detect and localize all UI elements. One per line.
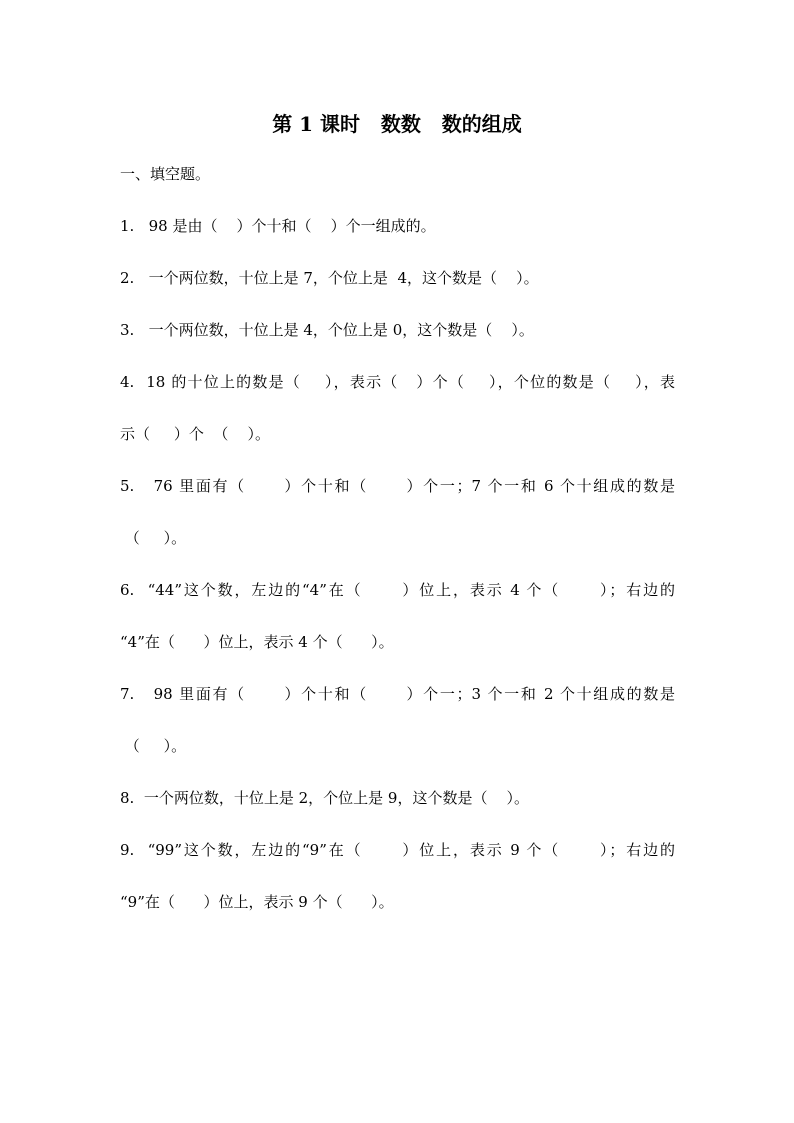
question-8-line-1: 8. 一个两位数，十位上是 2，个位上是 9，这个数是（ ）。 bbox=[120, 789, 530, 807]
question-7-line-2: （ ）。 bbox=[120, 737, 187, 755]
question-1-line-1: 1. 98 是由（ ）个十和（ ）个一组成的。 bbox=[120, 217, 436, 235]
question-3-line-1: 3. 一个两位数，十位上是 4，个位上是 0，这个数是（ ）。 bbox=[120, 321, 534, 339]
question-5-line-1: 5. 76 里面有（ ）个十和（ ）个一；7 个一和 6 个十组成的数是 bbox=[120, 477, 675, 495]
section-heading: 一、填空题。 bbox=[120, 165, 211, 183]
question-7-line-1: 7. 98 里面有（ ）个十和（ ）个一；3 个一和 2 个十组成的数是 bbox=[120, 685, 675, 703]
question-6-line-2: “4”在（ ）位上，表示 4 个（ ）。 bbox=[120, 633, 394, 651]
question-4-line-2: 示（ ）个 （ ）。 bbox=[120, 425, 270, 443]
question-9-line-1: 9. “99”这个数，左边的“9”在（ ）位上，表示 9 个（ ）；右边的 bbox=[120, 841, 675, 859]
page-title: 第 1 课时 数数 数的组成 bbox=[272, 112, 522, 136]
question-2-line-1: 2. 一个两位数，十位上是 7，个位上是 4，这个数是（ ）。 bbox=[120, 269, 539, 287]
question-5-line-2: （ ）。 bbox=[120, 529, 187, 547]
question-9-line-2: “9”在（ ）位上，表示 9 个（ ）。 bbox=[120, 893, 394, 911]
question-4-line-1: 4. 18 的十位上的数是（ ），表示（ ）个（ ），个位的数是（ ），表 bbox=[120, 373, 675, 391]
question-6-line-1: 6. “44”这个数，左边的“4”在（ ）位上，表示 4 个（ ）；右边的 bbox=[120, 581, 675, 599]
